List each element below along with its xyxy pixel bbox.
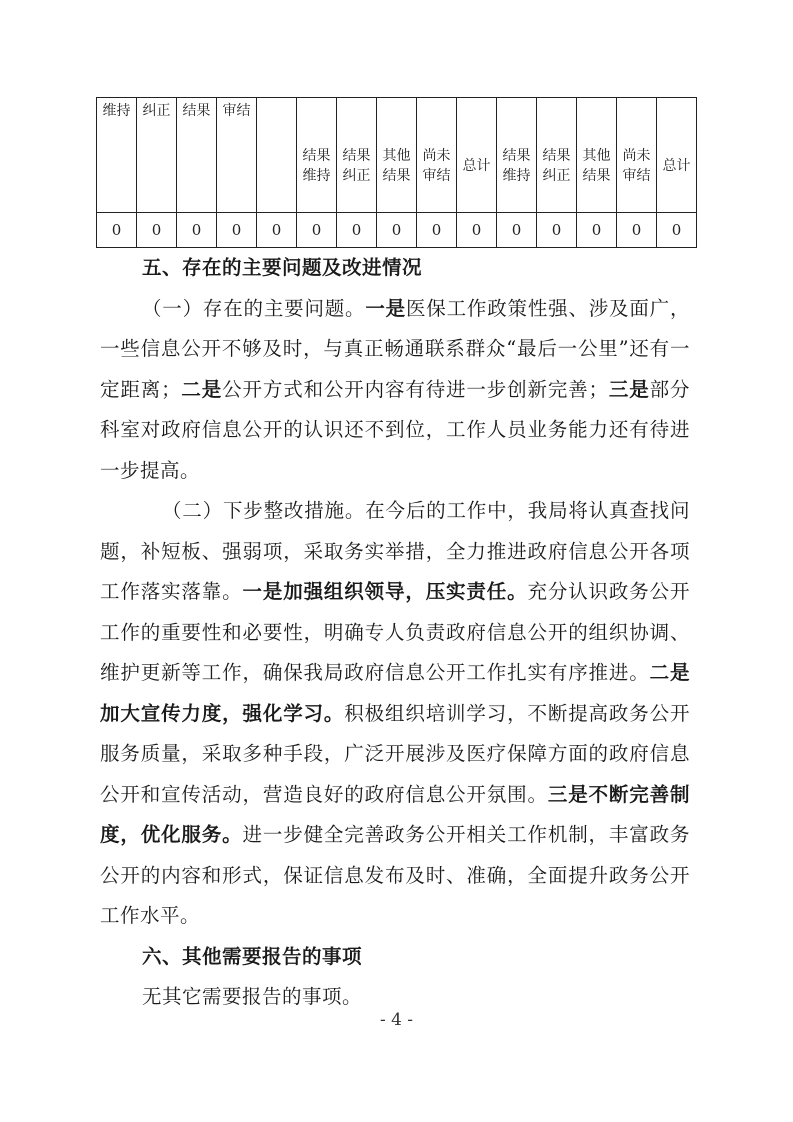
- value-cell: 0: [497, 213, 537, 248]
- header-cell: 总计: [657, 98, 697, 213]
- keyword-third: 三是不断完善制度，优化服务。: [100, 782, 690, 846]
- header-cell: 总计: [457, 98, 497, 213]
- header-cell: 其他结果: [377, 98, 417, 213]
- header-cell: 纠正: [137, 98, 177, 213]
- statistics-table-fragment: [96, 97, 697, 248]
- paragraph-text: 公开方式和公开内容有待进一步创新完善；: [222, 377, 609, 401]
- table-header-row: [97, 98, 697, 213]
- value-cell: 0: [577, 213, 617, 248]
- paragraph-text: 充分认识政务公开工作的重要性和必要性，明确专人负责政府信息公开的组织协调、维护更新等工作，确保我局政府信息公开工作扎实有序推进。: [100, 580, 690, 684]
- paragraph-text: 部分科室对政府信息公开的认识还不到位，工作人员业务能力还有待进一步提高。: [100, 377, 690, 482]
- header-cell-empty: [257, 98, 297, 213]
- statistics-table: [96, 97, 697, 248]
- keyword-third: 三是: [608, 377, 650, 401]
- header-cell: 尚未审结: [417, 98, 457, 213]
- paragraph-main-problems: [100, 289, 690, 492]
- paragraph-other-matters: 无其它需要报告的事项。: [142, 985, 363, 1008]
- header-cell: 结果维持: [297, 98, 337, 213]
- paragraph-rectification-measures: [100, 491, 690, 937]
- value-cell: 0: [457, 213, 497, 248]
- paragraph-lead: （一）存在的主要问题。: [142, 296, 366, 320]
- keyword-second: 二是: [181, 377, 223, 401]
- header-cell: 其他结果: [577, 98, 617, 213]
- table-row: [97, 213, 697, 248]
- keyword-first: 一是加强组织领导，压实责任。: [242, 580, 528, 603]
- value-cell: 0: [657, 213, 697, 248]
- value-cell: 0: [417, 213, 457, 248]
- header-cell: 审结: [217, 98, 257, 213]
- value-cell: 0: [217, 213, 257, 248]
- page-number: - 4 -: [379, 1010, 414, 1030]
- value-cell: 0: [177, 213, 217, 248]
- value-cell: 0: [337, 213, 377, 248]
- paragraph-text: 积极组织培训学习，不断提高政务公开服务质量，采取多种手段，广泛开展涉及医疗保障方面的政府信息公开和宣传活动，营造良好的政府信息公开氛围。: [100, 701, 690, 806]
- header-cell: 结果纠正: [537, 98, 577, 213]
- value-cell: 0: [617, 213, 657, 248]
- header-cell: 结果纠正: [337, 98, 377, 213]
- section-heading-problems: 五、存在的主要问题及改进情况: [142, 256, 423, 279]
- section-heading-other-matters: 六、其他需要报告的事项: [142, 944, 363, 968]
- paragraph-text: 进一步健全完善政务公开相关工作机制，丰富政务公开的内容和形式，保证信息发布及时、准确，全面提升政务公开工作水平。: [100, 823, 690, 927]
- value-cell: 0: [257, 213, 297, 248]
- value-cell: 0: [97, 213, 137, 248]
- value-cell: 0: [297, 213, 337, 248]
- keyword-second: 二是加大宣传力度，强化学习。: [100, 661, 690, 725]
- paragraph-lead: （二）下步整改措施。在今后的工作中，我局将认真查找问题，补短板、强弱项，采取务实举措，全力推进政府信息公开各项工作落实落靠。: [100, 499, 690, 603]
- header-cell: 尚未审结: [617, 98, 657, 213]
- header-cell: 结果: [177, 98, 217, 213]
- document-body: [100, 248, 690, 1018]
- paragraph-text: 医保工作政策性强、涉及面广，一些信息公开不够及时，与真正畅通联系群众“最后一公里”还有一定距离；: [100, 296, 690, 401]
- value-cell: 0: [377, 213, 417, 248]
- keyword-first: 一是: [365, 296, 406, 320]
- header-cell: 结果维持: [497, 98, 537, 213]
- value-cell: 0: [137, 213, 177, 248]
- value-cell: 0: [537, 213, 577, 248]
- header-cell: 维持: [97, 98, 137, 213]
